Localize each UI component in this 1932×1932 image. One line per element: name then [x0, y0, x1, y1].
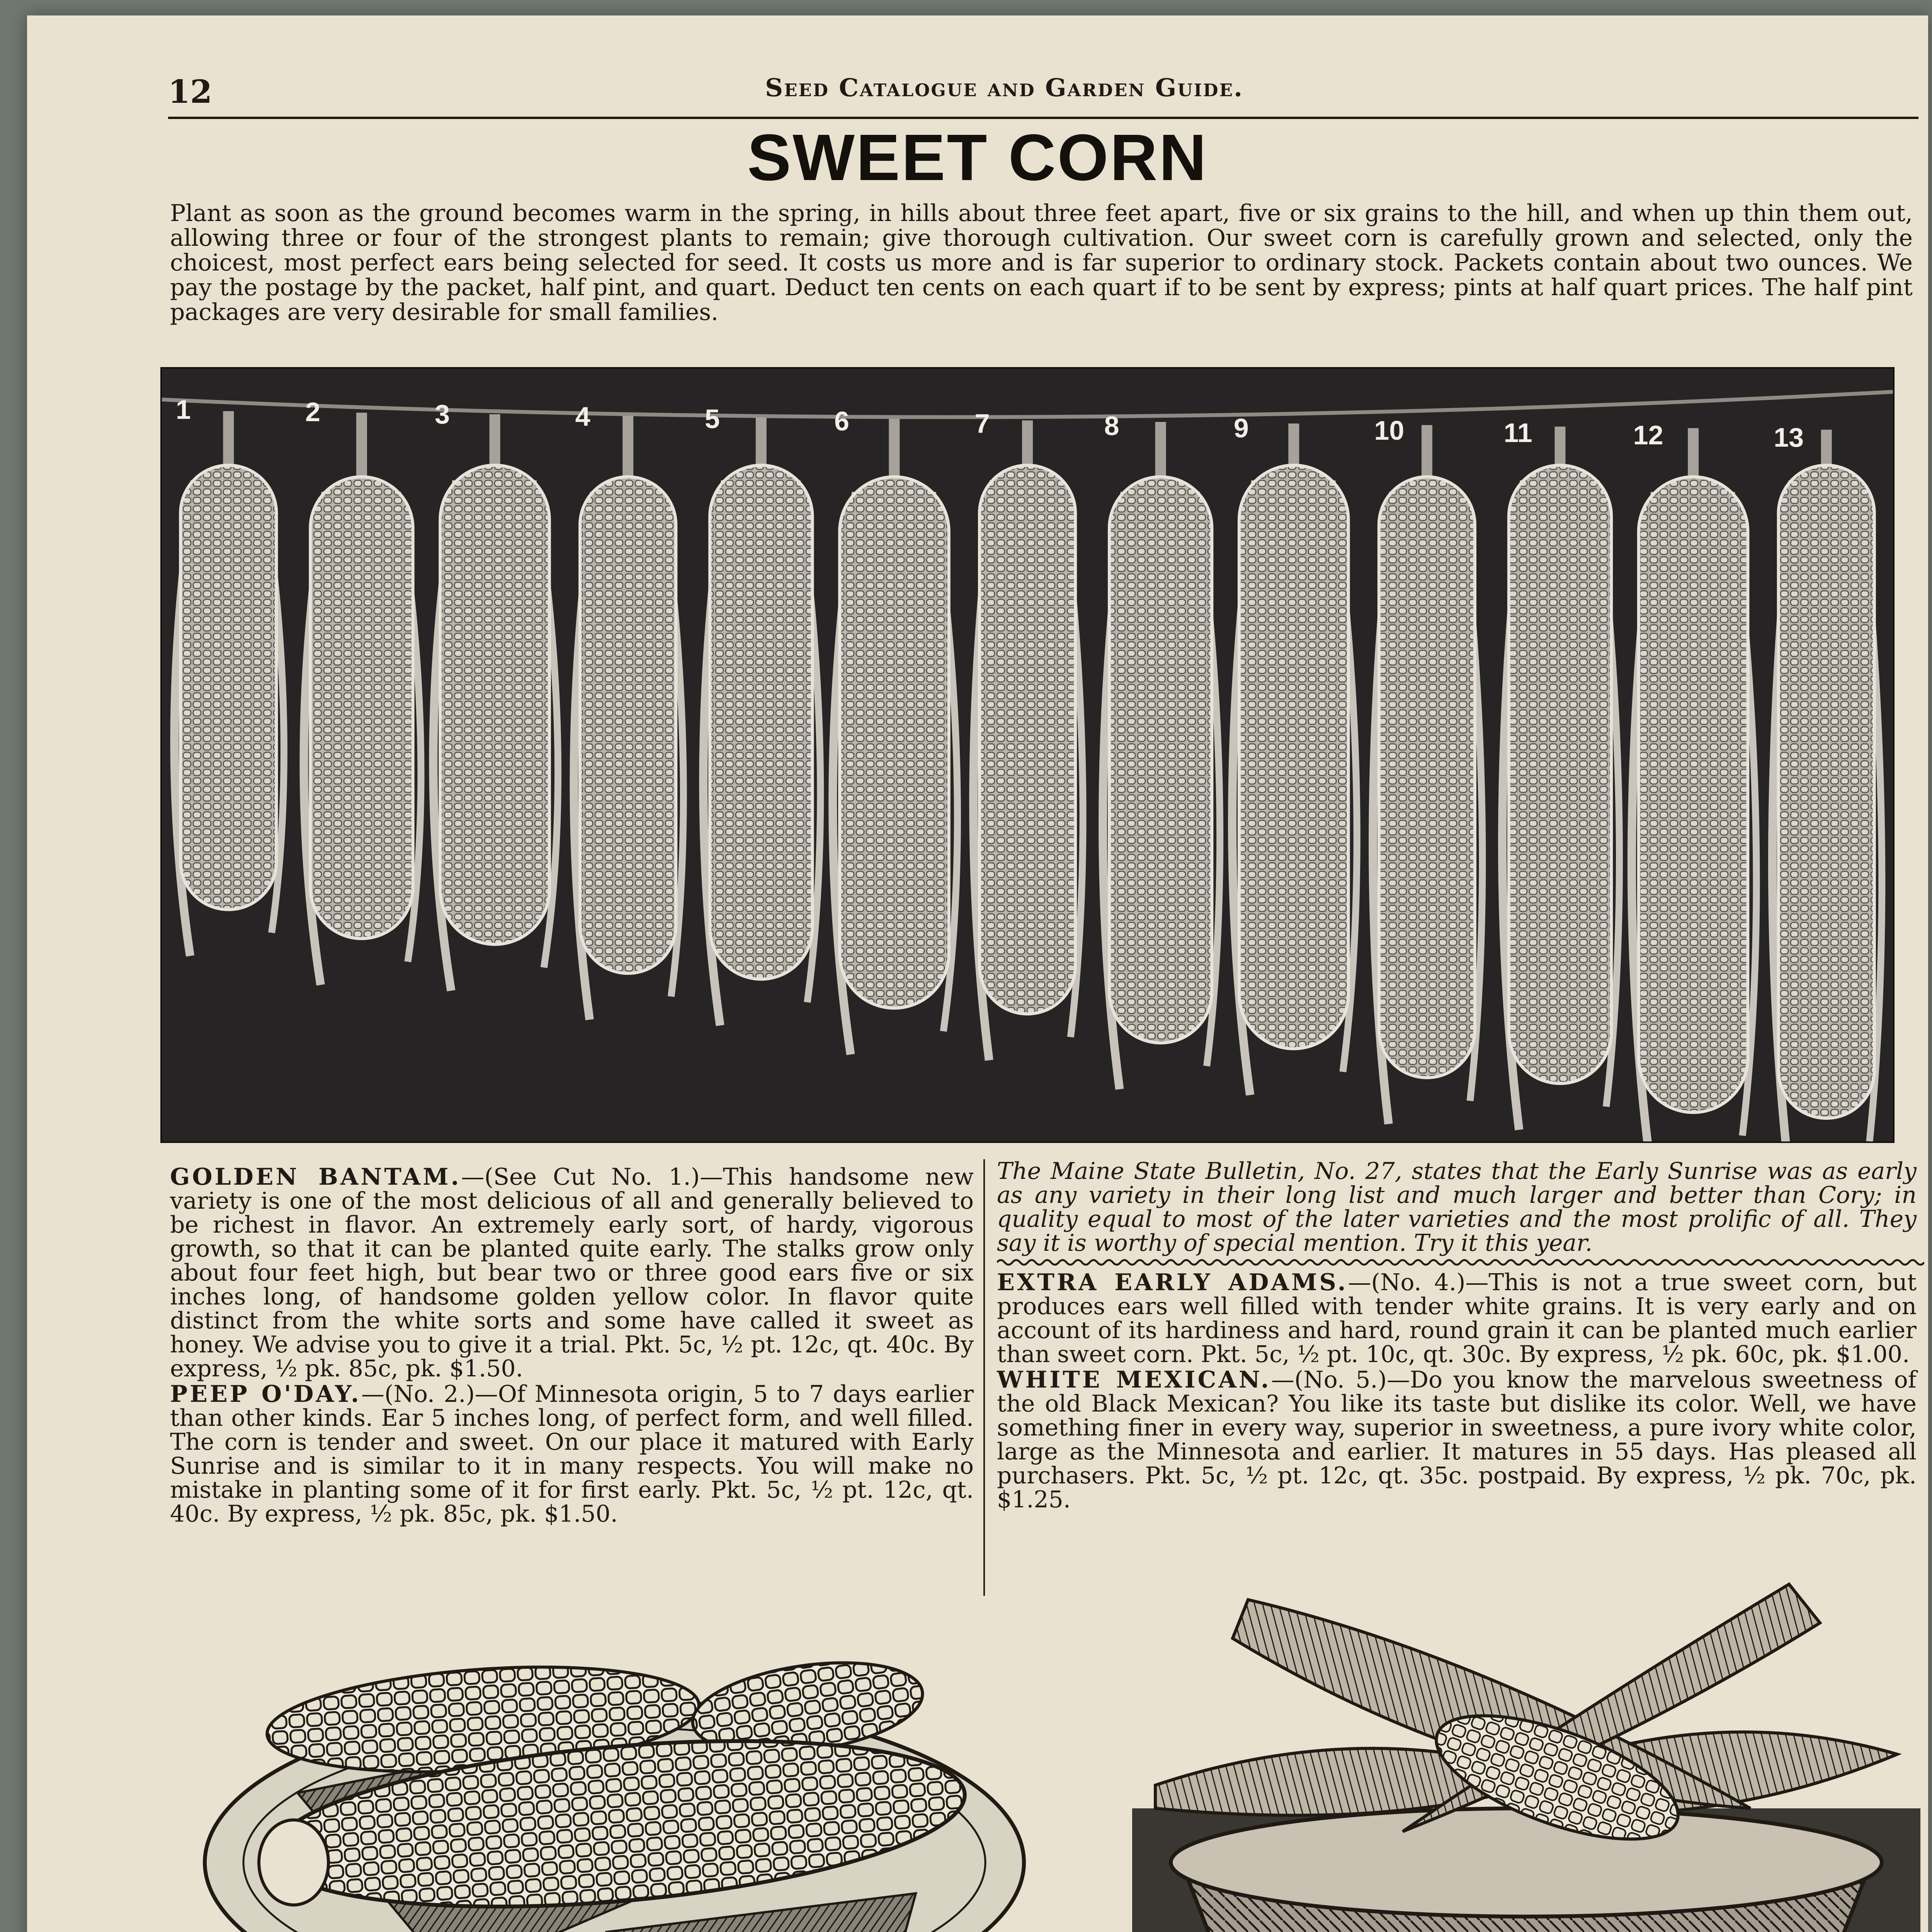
corn-ear — [833, 419, 957, 1054]
page-number: 12 — [168, 73, 213, 111]
corn-ear — [1772, 430, 1882, 1141]
ear-number-label: 12 — [1633, 420, 1663, 450]
corn-ears-illustration — [162, 369, 1893, 1141]
ear-number-label: 3 — [435, 399, 450, 429]
entry-name: EXTRA EARLY ADAMS. — [997, 1269, 1348, 1296]
column-divider-top — [983, 1159, 985, 1596]
corn-ear — [1632, 428, 1757, 1141]
entry-text: —(No. 5.)—Do you know the marvelous sweetness of the old Black Mexican? You like its taste but dislike its color. Well, we have something finer in every way, superior in sweetness, a pure ivory white color, large as the Minnesota and earlier. It matures in 55 days. Has pleased all purchasers. Pkt. 5c, ½ pt. 12c, qt. 35c. postpaid. By express, ½ pk. 70c, pk. $1.25. — [997, 1366, 1917, 1513]
entry-white-mexican — [997, 1368, 1917, 1512]
ear-number-label: 11 — [1503, 418, 1532, 448]
ear-number-label: 7 — [975, 408, 990, 439]
entry-text: —(See Cut No. 1.)—This handsome new variety is one of the most delicious of all and generally believed to be richest in flavor. An extremely early sort, of hardy, vigorous growth, so that it can be planted quite early. The stalks grow only about four feet high, but bear two or three good ears five or six inches long, of handsome golden yellow color. In flavor quite distinct from the white sorts and some have called it sweet as honey. We advise you to give it a trial. Pkt. 5c, ½ pt. 12c, qt. 40c. By express, ½ pk. 85c, pk. $1.50. — [170, 1163, 974, 1382]
ear-number-label: 9 — [1233, 413, 1249, 443]
corn-ear — [304, 413, 421, 985]
ear-number-label: 4 — [575, 401, 590, 432]
corn-ear — [175, 411, 284, 956]
bulletin-quote: The Maine State Bulletin, No. 27, states that the Early Sunrise was as early as any variety in their long list and much larger and better than Cory; in quality equal to most of the later varieties and the most prolific of all. They say it is worthy of special mention. Try it this year. — [997, 1158, 1917, 1257]
header-rule — [168, 117, 1918, 119]
early-sunrise-engraving — [182, 1592, 1032, 1932]
entry-name: GOLDEN BANTAM. — [170, 1163, 461, 1190]
corn-ear — [574, 416, 683, 1020]
entry-name: PEEP O'DAY. — [170, 1381, 361, 1408]
entry-extra-early-adams — [997, 1270, 1917, 1366]
catalogue-page — [27, 15, 1928, 1932]
page-title: SWEET CORN — [747, 121, 1208, 194]
ear-number-label: 10 — [1374, 415, 1405, 446]
left-column-top — [170, 1165, 974, 1527]
ear-number-label: 1 — [175, 395, 191, 425]
entry-name: WHITE MEXICAN. — [997, 1366, 1271, 1393]
corn-ear — [703, 417, 820, 1026]
entry-golden-bantam — [170, 1165, 974, 1381]
corn-ear — [1103, 422, 1220, 1089]
corn-ear — [1502, 427, 1619, 1130]
wavy-rule — [997, 1257, 1924, 1268]
champion-early-engraving — [1132, 1538, 1920, 1932]
entry-text: —(No. 4.)—This is not a true sweet corn, but produces ears well filled with tender white grains. It is very early and on account of its hardiness and hard, round grain it can be planted much earlier than sweet corn. Pkt. 5c, ½ pt. 10c, qt. 30c. By express, ½ pk. 60c, pk. $1.00. — [997, 1269, 1917, 1368]
ear-number-label: 2 — [305, 397, 320, 427]
right-column-top — [997, 1159, 1917, 1513]
corn-ear — [1232, 423, 1357, 1095]
ear-number-label: 8 — [1104, 411, 1119, 441]
entry-peep-oday — [170, 1382, 974, 1526]
ear-number-label: 5 — [704, 404, 720, 434]
corn-ear — [1373, 425, 1482, 1124]
corn-on-platter-illustration — [182, 1592, 1032, 1932]
corn-ear — [973, 420, 1083, 1060]
ear-number-label: 6 — [834, 406, 849, 436]
intro-paragraph: Plant as soon as the ground becomes warm in the spring, in hills about three feet apart, five or six grains to the hill, and when up thin them out, allowing three or four of the strongest plants to remain; give thorough cultivation. Our sweet corn is carefully grown and selected, only the choicest, most perfect ears being selected for seed. It costs us more and is far superior to ordinary stock. Packets contain about two ounces. We pay the postage by the packet, half pint, and quart. Deduct ten cents on each quart if to be sent by express; pints at half quart prices. The half pint packages are very desirable for small families. — [170, 200, 1913, 326]
corn-ears-photo — [160, 367, 1895, 1143]
corn-in-dish-illustration — [1132, 1538, 1920, 1932]
corn-ear — [433, 414, 558, 991]
entry-text: —(No. 2.)—Of Minnesota origin, 5 to 7 days earlier than other kinds. Ear 5 inches long, of perfect form, and well filled. The corn is tender and sweet. On our place it matured with Early Sunrise and is similar to it in many respects. You will make no mistake in planting some of it for first early. Pkt. 5c, ½ pt. 12c, qt. 40c. By express, ½ pk. 85c, pk. $1.50. — [170, 1381, 974, 1527]
ear-number-label: 13 — [1774, 422, 1804, 452]
running-title: Seed Catalogue and Garden Guide. — [765, 73, 1244, 102]
